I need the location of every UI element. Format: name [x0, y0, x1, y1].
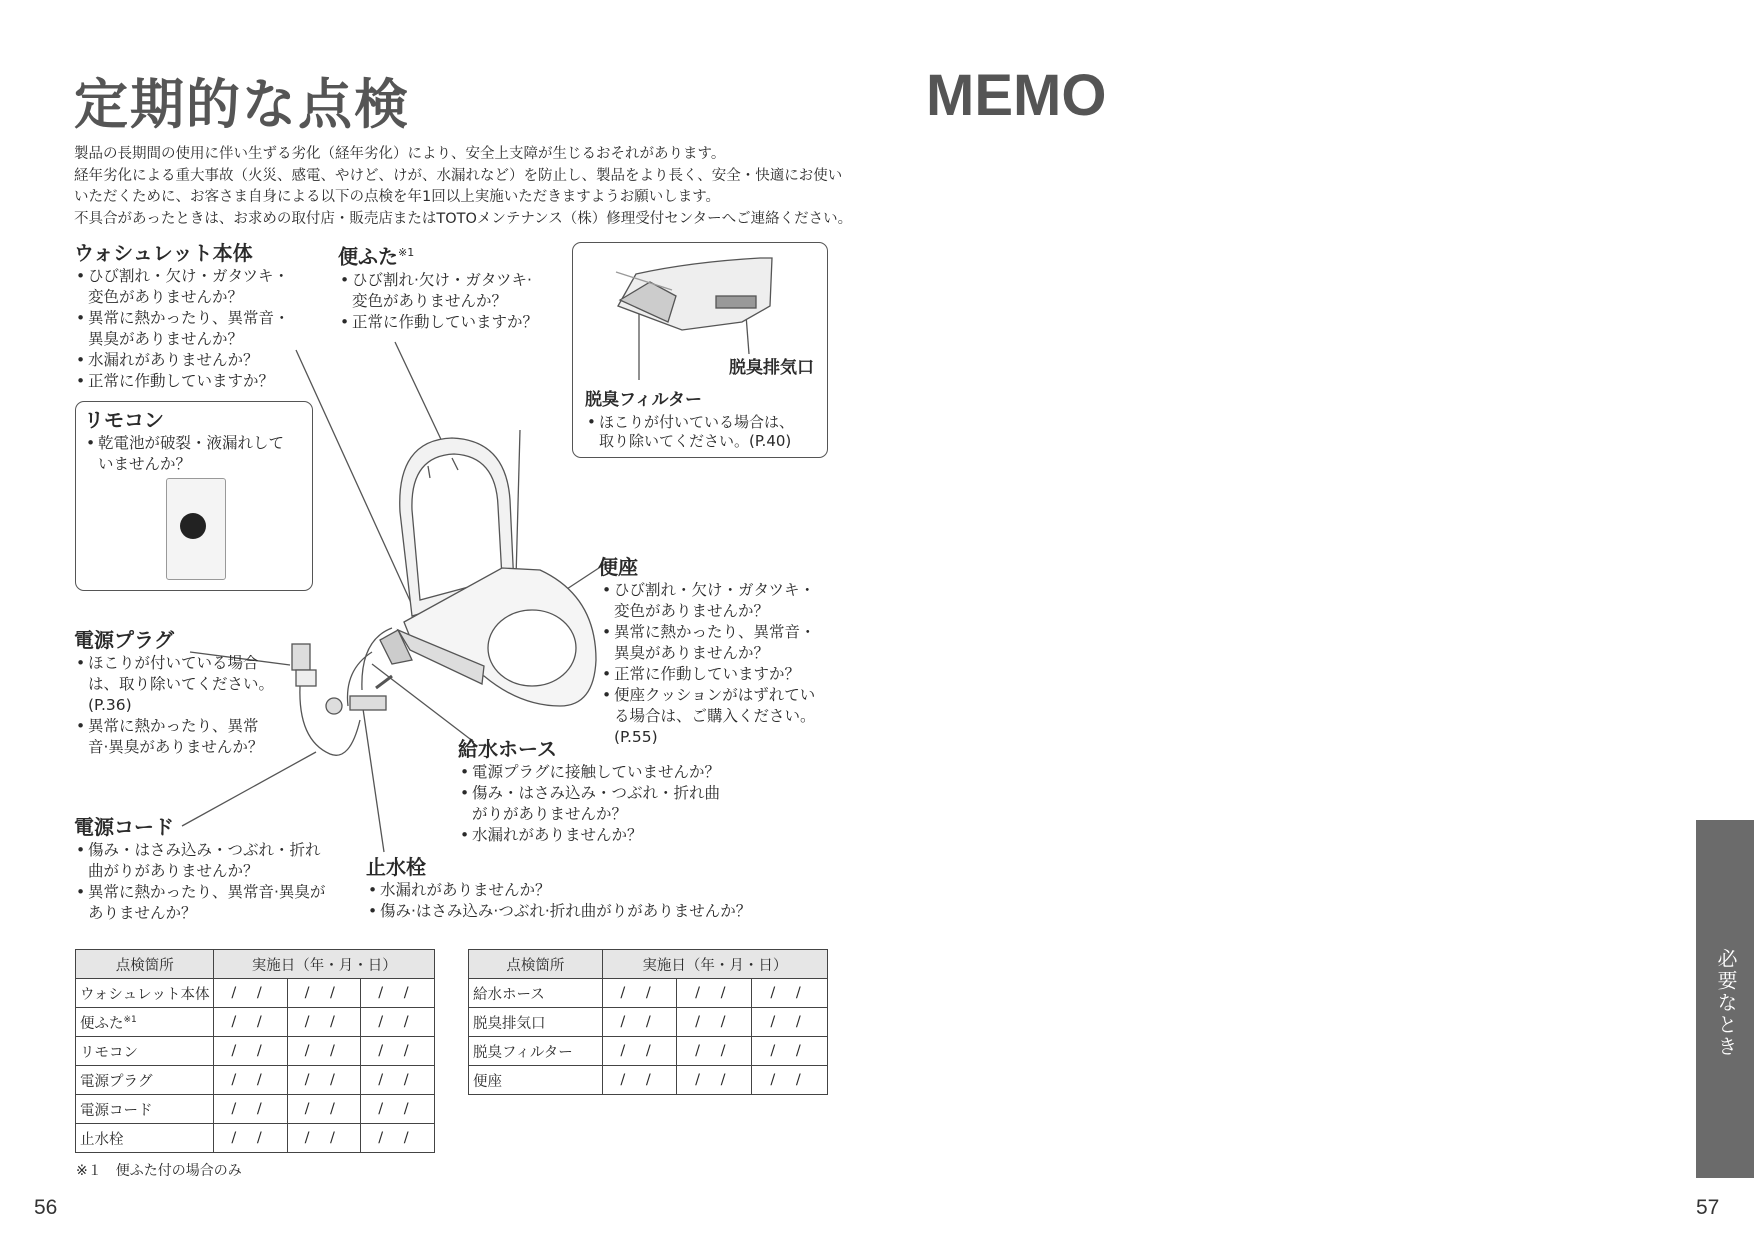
intro-line: いただくために、お客さま自身による以下の点検を年1回以上実施いただきますようお願いします。: [74, 189, 721, 205]
deodorizer-box: [572, 242, 828, 458]
check-list: [338, 270, 538, 333]
section-remote: [84, 407, 284, 475]
remote-button-icon: [180, 513, 206, 539]
date-cell: / /: [214, 979, 287, 1008]
section-lid: [338, 240, 538, 333]
row-label: 止水栓: [76, 1124, 214, 1153]
row-label: [76, 1008, 214, 1037]
footnote: ※１ 便ふた付の場合のみ: [76, 1163, 242, 1179]
check-item: • ひび割れ・欠け・ガタツキ・ 変色がありませんか？: [600, 580, 816, 622]
date-cell: / /: [214, 1008, 287, 1037]
date-cell: / /: [214, 1066, 287, 1095]
check-item: • 異常に熱かったり、異常 音·異臭がありませんか？: [74, 716, 274, 758]
section-title: 止水栓: [366, 855, 426, 879]
section-title-text: 便ふた: [338, 244, 398, 269]
section-power-cord: [74, 814, 325, 924]
header-date: 実施日（年・月・日）: [214, 950, 435, 979]
check-list: [458, 762, 720, 846]
date-cell: / /: [287, 1037, 360, 1066]
check-item: • 異常に熱かったり、異常音・ 異臭がありませんか？: [600, 622, 816, 664]
check-item: • 異常に熱かったり、異常音・ 異臭がありませんか？: [74, 308, 290, 350]
date-cell: / /: [602, 1037, 677, 1066]
section-deodorizer-filter: [585, 387, 794, 451]
date-cell: / /: [360, 1095, 434, 1124]
check-list: [585, 413, 794, 451]
header-date: 実施日（年・月・日）: [602, 950, 827, 979]
note-mark: ※1: [398, 246, 415, 259]
table-row: [469, 1037, 828, 1066]
date-cell: / /: [602, 1066, 677, 1095]
table-row: [76, 1066, 435, 1095]
check-item: • ひび割れ·欠け・ガタツキ· 変色がありませんか？: [338, 270, 538, 312]
date-cell: / /: [677, 1008, 752, 1037]
note-mark: ※1: [123, 1014, 137, 1025]
date-cell: / /: [360, 1037, 434, 1066]
check-item: • 水漏れがありませんか？: [366, 880, 751, 901]
memo-title: MEMO: [926, 63, 1107, 128]
check-list: [74, 266, 290, 392]
check-list: [74, 840, 325, 924]
section-title: 電源コード: [74, 815, 174, 839]
table-row: [76, 1037, 435, 1066]
header-place: 点検箇所: [469, 950, 603, 979]
date-cell: / /: [287, 1008, 360, 1037]
date-cell: / /: [602, 1008, 677, 1037]
section-title: 電源プラグ: [74, 628, 174, 652]
section-title: ウォシュレット本体: [74, 241, 253, 265]
date-cell: / /: [752, 1037, 828, 1066]
date-cell: / /: [360, 1124, 434, 1153]
side-index-tab[interactable]: [1696, 820, 1754, 1178]
table-row: [76, 1095, 435, 1124]
date-cell: / /: [360, 1008, 434, 1037]
date-cell: / /: [287, 979, 360, 1008]
section-title: [338, 240, 538, 270]
table-row: [76, 1124, 435, 1153]
date-cell: / /: [677, 1066, 752, 1095]
section-washlet-body: [74, 240, 290, 392]
date-cell: / /: [752, 979, 828, 1008]
intro-line: 製品の長期間の使用に伴い生ずる劣化（経年劣化）により、安全上支障が生じるおそれがあります。: [74, 146, 726, 162]
date-cell: / /: [214, 1095, 287, 1124]
leader-line: [296, 350, 412, 605]
row-label-text: 便ふた: [80, 1015, 124, 1032]
leader-line: [362, 702, 384, 852]
date-cell: / /: [752, 1066, 828, 1095]
table-header-row: [76, 950, 435, 979]
check-item: • 正常に作動していますか？: [74, 371, 290, 392]
date-cell: / /: [214, 1037, 287, 1066]
section-power-plug: [74, 627, 274, 758]
intro-line: 経年劣化による重大事故（火災、感電、やけど、けが、水漏れなど）を防止し、製品をより長く、安全・快適にお使い: [74, 167, 843, 184]
check-item: • 正常に作動していますか？: [338, 312, 538, 333]
table-row: [469, 979, 828, 1008]
inspection-table-1: [75, 949, 435, 1153]
remote-box: [75, 401, 313, 591]
row-label: 脱臭フィルター: [469, 1037, 603, 1066]
check-list: [366, 880, 751, 922]
row-label: 給水ホース: [469, 979, 603, 1008]
date-cell: / /: [360, 1066, 434, 1095]
check-item: • 異常に熱かったり、異常音·異臭が ありませんか？: [74, 882, 325, 924]
inspection-table-2: [468, 949, 828, 1095]
leader-line: [516, 430, 520, 578]
table-row: [469, 1066, 828, 1095]
row-label: リモコン: [76, 1037, 214, 1066]
date-cell: / /: [752, 1008, 828, 1037]
date-cell: / /: [287, 1066, 360, 1095]
check-item: • 水漏れがありませんか？: [74, 350, 290, 371]
date-cell: / /: [602, 979, 677, 1008]
check-list: [600, 580, 816, 748]
header-place: 点検箇所: [76, 950, 214, 979]
row-label: ウォシュレット本体: [76, 979, 214, 1008]
page-number-left: 56: [34, 1196, 58, 1219]
check-item: • 傷み・はさみ込み・つぶれ・折れ曲 がりがありませんか？: [458, 783, 720, 825]
row-label: 便座: [469, 1066, 603, 1095]
side-tab-label: 必要なとき: [1714, 948, 1738, 1058]
check-item: • 便座クッションがはずれてい る場合は、ご購入ください。 (P.55): [600, 685, 816, 748]
check-list: [74, 653, 274, 758]
date-cell: / /: [677, 979, 752, 1008]
section-title: 便座: [598, 555, 638, 579]
check-item: • 電源プラグに接触していませんか？: [458, 762, 720, 783]
section-seat: [598, 554, 816, 748]
date-cell: / /: [214, 1124, 287, 1153]
section-title: リモコン: [84, 408, 164, 432]
check-item: • ほこりが付いている場合は、 取り除いてください。(P.40): [585, 413, 794, 451]
check-item: • 乾電池が破裂・液漏れして いませんか？: [84, 433, 284, 475]
row-label: 電源コード: [76, 1095, 214, 1124]
section-title: 給水ホース: [458, 737, 557, 761]
date-cell: / /: [287, 1095, 360, 1124]
table-row: [76, 979, 435, 1008]
row-label: 脱臭排気口: [469, 1008, 603, 1037]
deodorizer-exhaust-label: 脱臭排気口: [729, 358, 814, 378]
page-number-right: 57: [1696, 1196, 1720, 1219]
row-label: 電源プラグ: [76, 1066, 214, 1095]
date-cell: / /: [360, 979, 434, 1008]
page-title: 定期的な点検: [74, 73, 410, 136]
remote-control-image: [166, 478, 226, 580]
table-row: [469, 1008, 828, 1037]
date-cell: / /: [677, 1037, 752, 1066]
check-list: [84, 433, 284, 475]
leader-line: [395, 342, 446, 450]
section-water-hose: [458, 736, 720, 846]
table-header-row: [469, 950, 828, 979]
check-item: • ほこりが付いている場合 は、取り除いてください。 (P.36): [74, 653, 274, 716]
table-row: [76, 1008, 435, 1037]
check-item: • 傷み·はさみ込み·つぶれ·折れ曲がりがありませんか？: [366, 901, 751, 922]
check-item: • 水漏れがありませんか？: [458, 825, 720, 846]
leader-line: [372, 664, 474, 742]
date-cell: / /: [287, 1124, 360, 1153]
check-item: • 正常に作動していますか？: [600, 664, 816, 685]
check-item: • 傷み・はさみ込み・つぶれ・折れ 曲がりがありませんか？: [74, 840, 325, 882]
section-stop-valve: [366, 854, 751, 922]
check-item: • ひび割れ・欠け・ガタツキ・ 変色がありませんか？: [74, 266, 290, 308]
intro-line: 不具合があったときは、お求めの取付店・販売店またはTOTOメンテナンス（株）修理受付センターへご連絡ください。: [74, 210, 853, 227]
section-title: 脱臭フィルター: [585, 390, 702, 410]
